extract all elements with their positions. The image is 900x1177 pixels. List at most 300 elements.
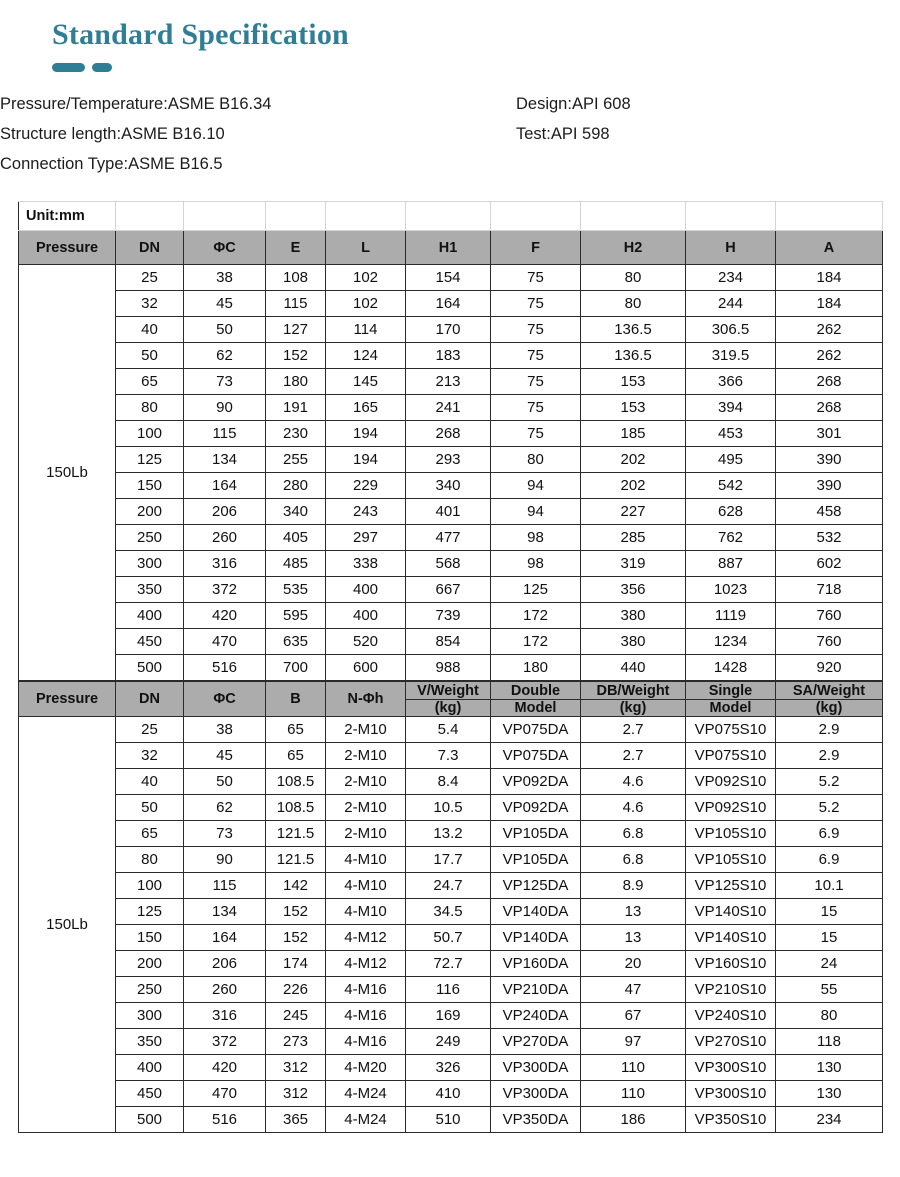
table-cell: 98 — [491, 551, 581, 577]
table-cell: VP075S10 — [686, 743, 776, 769]
dimension-table-secondary — [18, 681, 883, 1133]
table-cell: 183 — [406, 343, 491, 369]
table-cell: 20 — [581, 951, 686, 977]
table-cell: 169 — [406, 1003, 491, 1029]
table-cell: 172 — [491, 603, 581, 629]
table-cell: 150 — [116, 925, 184, 951]
table-cell: 62 — [184, 795, 266, 821]
table-row — [19, 395, 883, 421]
table-cell: 255 — [266, 447, 326, 473]
unit-row — [19, 202, 883, 231]
spec-row — [0, 89, 900, 119]
spec-left-text: Connection Type:ASME B16.5 — [0, 154, 223, 173]
table-cell: 440 — [581, 655, 686, 681]
unit-row-filler — [184, 202, 266, 231]
column-header-v-weight-line1: V/Weight — [406, 682, 490, 700]
table2-data-rows — [19, 717, 883, 1133]
table-cell: 520 — [326, 629, 406, 655]
table-cell: 130 — [776, 1055, 883, 1081]
unit-row-filler — [581, 202, 686, 231]
table-cell: 268 — [406, 421, 491, 447]
table-cell: 260 — [184, 525, 266, 551]
column-header-dn: DN — [116, 682, 184, 717]
column-header-db-weight — [581, 682, 686, 717]
table-cell: 194 — [326, 421, 406, 447]
table-cell: 326 — [406, 1055, 491, 1081]
table-cell: 268 — [776, 369, 883, 395]
table-cell: 2-M10 — [326, 717, 406, 743]
table-row — [19, 499, 883, 525]
table-cell: 244 — [686, 291, 776, 317]
table-cell: 174 — [266, 951, 326, 977]
table-cell: 164 — [184, 925, 266, 951]
table-cell: 125 — [491, 577, 581, 603]
page-title: Standard Specification — [52, 18, 349, 51]
table-cell: 50 — [116, 795, 184, 821]
unit-row-filler — [116, 202, 184, 231]
table-cell: 6.9 — [776, 847, 883, 873]
column-header-n-phi-h: N-Φh — [326, 682, 406, 717]
table-row — [19, 421, 883, 447]
table-cell: 110 — [581, 1081, 686, 1107]
table-cell: 7.3 — [406, 743, 491, 769]
table-cell: 124 — [326, 343, 406, 369]
table-row — [19, 343, 883, 369]
table-cell: 13 — [581, 899, 686, 925]
title-underline-decoration — [52, 63, 900, 72]
table-cell: 401 — [406, 499, 491, 525]
table-cell: 500 — [116, 1107, 184, 1133]
table-cell: 5.2 — [776, 769, 883, 795]
column-header-dn: DN — [116, 231, 184, 265]
table-cell: VP140S10 — [686, 899, 776, 925]
column-header-v-weight — [406, 682, 491, 717]
table-cell: 340 — [406, 473, 491, 499]
table-cell: 516 — [184, 655, 266, 681]
table-cell: 80 — [581, 291, 686, 317]
table-cell: 226 — [266, 977, 326, 1003]
table-cell: 134 — [184, 899, 266, 925]
table-cell: 50 — [184, 769, 266, 795]
column-header-single-model — [686, 682, 776, 717]
unit-row-filler — [266, 202, 326, 231]
table-cell: 164 — [184, 473, 266, 499]
table-cell: 24 — [776, 951, 883, 977]
table-row — [19, 717, 883, 743]
table1-body — [19, 202, 883, 265]
table-cell: 420 — [184, 1055, 266, 1081]
table-cell: 8.9 — [581, 873, 686, 899]
table-cell: 65 — [266, 743, 326, 769]
table-cell: 470 — [184, 1081, 266, 1107]
table-cell: 73 — [184, 821, 266, 847]
table-row — [19, 655, 883, 681]
table-cell: 293 — [406, 447, 491, 473]
table-cell: 180 — [491, 655, 581, 681]
table-cell: 718 — [776, 577, 883, 603]
table-cell: 4-M16 — [326, 1003, 406, 1029]
table-cell: 988 — [406, 655, 491, 681]
table-row — [19, 821, 883, 847]
table-cell: 4-M20 — [326, 1055, 406, 1081]
table-cell: VP240S10 — [686, 1003, 776, 1029]
table-cell: 297 — [326, 525, 406, 551]
table-cell: 319 — [581, 551, 686, 577]
table-cell: VP092DA — [491, 795, 581, 821]
table-cell: 700 — [266, 655, 326, 681]
table-cell: 628 — [686, 499, 776, 525]
table-cell: 80 — [776, 1003, 883, 1029]
table-cell: VP075S10 — [686, 717, 776, 743]
table-cell: 165 — [326, 395, 406, 421]
table-cell: 2-M10 — [326, 795, 406, 821]
table-cell: 136.5 — [581, 343, 686, 369]
table-cell: 55 — [776, 977, 883, 1003]
table-cell: 5.2 — [776, 795, 883, 821]
table-cell: 4-M16 — [326, 1029, 406, 1055]
table-cell: 75 — [491, 291, 581, 317]
table-cell: 185 — [581, 421, 686, 447]
table-row — [19, 1029, 883, 1055]
table-cell: 108.5 — [266, 769, 326, 795]
column-header-db-weight-line2: (kg) — [619, 700, 647, 716]
table2-header-row — [19, 682, 883, 717]
column-header-h2: H2 — [581, 231, 686, 265]
table-cell: 202 — [581, 473, 686, 499]
table-cell: 227 — [581, 499, 686, 525]
unit-label: Unit:mm — [19, 202, 116, 231]
table-cell: 4-M24 — [326, 1107, 406, 1133]
table1-header-row — [19, 231, 883, 265]
table-cell: 32 — [116, 743, 184, 769]
column-header-f: F — [491, 231, 581, 265]
table-cell: 510 — [406, 1107, 491, 1133]
table-cell: 306.5 — [686, 317, 776, 343]
table-cell: 94 — [491, 499, 581, 525]
table-cell: 6.9 — [776, 821, 883, 847]
table-cell: 485 — [266, 551, 326, 577]
table-cell: 229 — [326, 473, 406, 499]
table-cell: VP105DA — [491, 847, 581, 873]
table-cell: 184 — [776, 291, 883, 317]
table-cell: 180 — [266, 369, 326, 395]
table-cell: 50.7 — [406, 925, 491, 951]
table-row — [19, 369, 883, 395]
table-cell: 390 — [776, 473, 883, 499]
spec-left-text: Pressure/Temperature:ASME B16.34 — [0, 94, 272, 113]
table-cell: 102 — [326, 291, 406, 317]
table-cell: VP075DA — [491, 743, 581, 769]
table-cell: 152 — [266, 899, 326, 925]
table-cell: 230 — [266, 421, 326, 447]
table-cell: 234 — [776, 1107, 883, 1133]
column-header-db-weight-line1: DB/Weight — [581, 682, 685, 700]
table-cell: 380 — [581, 629, 686, 655]
table-cell: 100 — [116, 873, 184, 899]
table-cell: 32 — [116, 291, 184, 317]
table-cell: 2-M10 — [326, 821, 406, 847]
table-cell: 535 — [266, 577, 326, 603]
table-cell: 102 — [326, 265, 406, 291]
table-row — [19, 925, 883, 951]
column-header-sa-weight — [776, 682, 883, 717]
table-cell: 110 — [581, 1055, 686, 1081]
table-cell: 75 — [491, 421, 581, 447]
table-cell: 453 — [686, 421, 776, 447]
table-cell: 153 — [581, 395, 686, 421]
table-cell: 80 — [491, 447, 581, 473]
table-cell: 75 — [491, 343, 581, 369]
table-cell: 115 — [184, 421, 266, 447]
table-cell: VP300DA — [491, 1055, 581, 1081]
table-row — [19, 265, 883, 291]
spec-right-text: Design:API 608 — [516, 94, 631, 113]
table-cell: 4.6 — [581, 795, 686, 821]
table-cell: 2.9 — [776, 743, 883, 769]
table-cell: 500 — [116, 655, 184, 681]
table-cell: 2-M10 — [326, 769, 406, 795]
table-cell: 1119 — [686, 603, 776, 629]
column-header-pressure: Pressure — [19, 231, 116, 265]
table-cell: 75 — [491, 265, 581, 291]
decorative-dash-long — [52, 63, 85, 72]
table-cell: 477 — [406, 525, 491, 551]
table-cell: 394 — [686, 395, 776, 421]
table-cell: 90 — [184, 847, 266, 873]
table-row — [19, 473, 883, 499]
table-cell: 13.2 — [406, 821, 491, 847]
table-cell: 45 — [184, 743, 266, 769]
column-header-single-model-line2: Model — [709, 700, 752, 716]
table-row — [19, 899, 883, 925]
table-cell: 762 — [686, 525, 776, 551]
table-cell: VP240DA — [491, 1003, 581, 1029]
table-cell: VP160S10 — [686, 951, 776, 977]
table-cell: 142 — [266, 873, 326, 899]
table-cell: 194 — [326, 447, 406, 473]
table-cell: 600 — [326, 655, 406, 681]
table-row — [19, 873, 883, 899]
table-cell: 80 — [116, 395, 184, 421]
table-cell: 121.5 — [266, 821, 326, 847]
table-row — [19, 1107, 883, 1133]
table-cell: 10.1 — [776, 873, 883, 899]
table-cell: 667 — [406, 577, 491, 603]
table-cell: 300 — [116, 551, 184, 577]
table-cell: VP140DA — [491, 899, 581, 925]
table-cell: 4-M10 — [326, 899, 406, 925]
table-cell: 760 — [776, 629, 883, 655]
table-cell: 854 — [406, 629, 491, 655]
table-cell: 920 — [776, 655, 883, 681]
table-cell: 4-M12 — [326, 925, 406, 951]
table-cell: 420 — [184, 603, 266, 629]
table-cell: 13 — [581, 925, 686, 951]
table-cell: VP300DA — [491, 1081, 581, 1107]
table-cell: 2.7 — [581, 717, 686, 743]
table1-data-rows — [19, 265, 883, 681]
table-cell: 80 — [581, 265, 686, 291]
decorative-dash-short — [92, 63, 112, 72]
table-cell: 400 — [326, 603, 406, 629]
table-cell: 206 — [184, 951, 266, 977]
table-cell: 312 — [266, 1055, 326, 1081]
table-cell: 400 — [116, 603, 184, 629]
table-cell: 4.6 — [581, 769, 686, 795]
table-cell: 450 — [116, 1081, 184, 1107]
table-cell: VP300S10 — [686, 1081, 776, 1107]
table-cell: 97 — [581, 1029, 686, 1055]
spec-right-text: Test:API 598 — [516, 124, 610, 143]
table-row — [19, 1055, 883, 1081]
table-cell: 191 — [266, 395, 326, 421]
table-cell: VP350S10 — [686, 1107, 776, 1133]
table-cell: 213 — [406, 369, 491, 395]
table-cell: 249 — [406, 1029, 491, 1055]
table-cell: 75 — [491, 369, 581, 395]
table-cell: 4-M24 — [326, 1081, 406, 1107]
table-cell: 114 — [326, 317, 406, 343]
table-cell: 206 — [184, 499, 266, 525]
table-cell: 200 — [116, 499, 184, 525]
table-cell: VP210DA — [491, 977, 581, 1003]
table-cell: 100 — [116, 421, 184, 447]
table-cell: 372 — [184, 1029, 266, 1055]
table-cell: 380 — [581, 603, 686, 629]
column-header-single-model-line1: Single — [686, 682, 775, 700]
table-cell: 319.5 — [686, 343, 776, 369]
table-cell: 118 — [776, 1029, 883, 1055]
table-cell: 4-M10 — [326, 873, 406, 899]
column-header-l: L — [326, 231, 406, 265]
table-cell: 108 — [266, 265, 326, 291]
table-cell: 300 — [116, 1003, 184, 1029]
table-cell: 72.7 — [406, 951, 491, 977]
table-cell: 150 — [116, 473, 184, 499]
table-cell: 90 — [184, 395, 266, 421]
table-cell: VP270S10 — [686, 1029, 776, 1055]
table-cell: 38 — [184, 717, 266, 743]
pressure-rating-cell: 150Lb — [19, 717, 116, 1133]
table-cell: 152 — [266, 925, 326, 951]
table-cell: 73 — [184, 369, 266, 395]
table-cell: 184 — [776, 265, 883, 291]
table-cell: VP210S10 — [686, 977, 776, 1003]
table-cell: 186 — [581, 1107, 686, 1133]
unit-row-filler — [326, 202, 406, 231]
table-cell: 450 — [116, 629, 184, 655]
spec-row — [0, 149, 900, 179]
column-header-phi-c: ΦC — [184, 231, 266, 265]
table-cell: 285 — [581, 525, 686, 551]
table-cell: 1428 — [686, 655, 776, 681]
table-cell: 400 — [326, 577, 406, 603]
table-cell: VP140S10 — [686, 925, 776, 951]
table-cell: VP160DA — [491, 951, 581, 977]
table-cell: 4-M16 — [326, 977, 406, 1003]
table-cell: 62 — [184, 343, 266, 369]
table-cell: 40 — [116, 317, 184, 343]
table-cell: 164 — [406, 291, 491, 317]
table-cell: VP092DA — [491, 769, 581, 795]
table-cell: 250 — [116, 977, 184, 1003]
table-cell: 356 — [581, 577, 686, 603]
table-cell: VP350DA — [491, 1107, 581, 1133]
table-cell: 516 — [184, 1107, 266, 1133]
table-cell: 400 — [116, 1055, 184, 1081]
table-cell: 405 — [266, 525, 326, 551]
table-cell: 390 — [776, 447, 883, 473]
column-header-e: E — [266, 231, 326, 265]
table-cell: 136.5 — [581, 317, 686, 343]
table-cell: 260 — [184, 977, 266, 1003]
table-cell: VP075DA — [491, 717, 581, 743]
column-header-h1: H1 — [406, 231, 491, 265]
table-cell: 887 — [686, 551, 776, 577]
table-cell: 2-M10 — [326, 743, 406, 769]
spec-left-text: Structure length:ASME B16.10 — [0, 124, 225, 143]
table-cell: VP105DA — [491, 821, 581, 847]
table-cell: 595 — [266, 603, 326, 629]
table-cell: 170 — [406, 317, 491, 343]
column-header-v-weight-line2: (kg) — [434, 700, 462, 716]
table-cell: 75 — [491, 317, 581, 343]
table-cell: 301 — [776, 421, 883, 447]
table-cell: 125 — [116, 899, 184, 925]
table-cell: 245 — [266, 1003, 326, 1029]
table-cell: 121.5 — [266, 847, 326, 873]
table-cell: 350 — [116, 577, 184, 603]
table-cell: 125 — [116, 447, 184, 473]
table-cell: 45 — [184, 291, 266, 317]
table-cell: 6.8 — [581, 847, 686, 873]
page-header — [0, 0, 900, 72]
column-header-h: H — [686, 231, 776, 265]
table-cell: 15 — [776, 925, 883, 951]
table-cell: 115 — [266, 291, 326, 317]
table-cell: 458 — [776, 499, 883, 525]
table-cell: 365 — [266, 1107, 326, 1133]
table-row — [19, 525, 883, 551]
unit-row-filler — [776, 202, 883, 231]
table-cell: 67 — [581, 1003, 686, 1029]
table-cell: VP105S10 — [686, 821, 776, 847]
column-header-phi-c: ΦC — [184, 682, 266, 717]
table-row — [19, 629, 883, 655]
spec-row — [0, 119, 900, 149]
table-cell: 47 — [581, 977, 686, 1003]
dimension-tables — [18, 201, 882, 1133]
table-cell: 75 — [491, 395, 581, 421]
table-cell: 5.4 — [406, 717, 491, 743]
column-header-pressure: Pressure — [19, 682, 116, 717]
table-cell: 350 — [116, 1029, 184, 1055]
table-cell: 15 — [776, 899, 883, 925]
column-header-double-model — [491, 682, 581, 717]
table-cell: VP300S10 — [686, 1055, 776, 1081]
table-cell: 243 — [326, 499, 406, 525]
table-cell: 262 — [776, 343, 883, 369]
table-cell: 1023 — [686, 577, 776, 603]
table-cell: 152 — [266, 343, 326, 369]
table-cell: 739 — [406, 603, 491, 629]
pressure-rating-cell: 150Lb — [19, 265, 116, 681]
table-cell: 280 — [266, 473, 326, 499]
table-cell: 108.5 — [266, 795, 326, 821]
table-cell: 24.7 — [406, 873, 491, 899]
table-cell: 250 — [116, 525, 184, 551]
table-row — [19, 603, 883, 629]
